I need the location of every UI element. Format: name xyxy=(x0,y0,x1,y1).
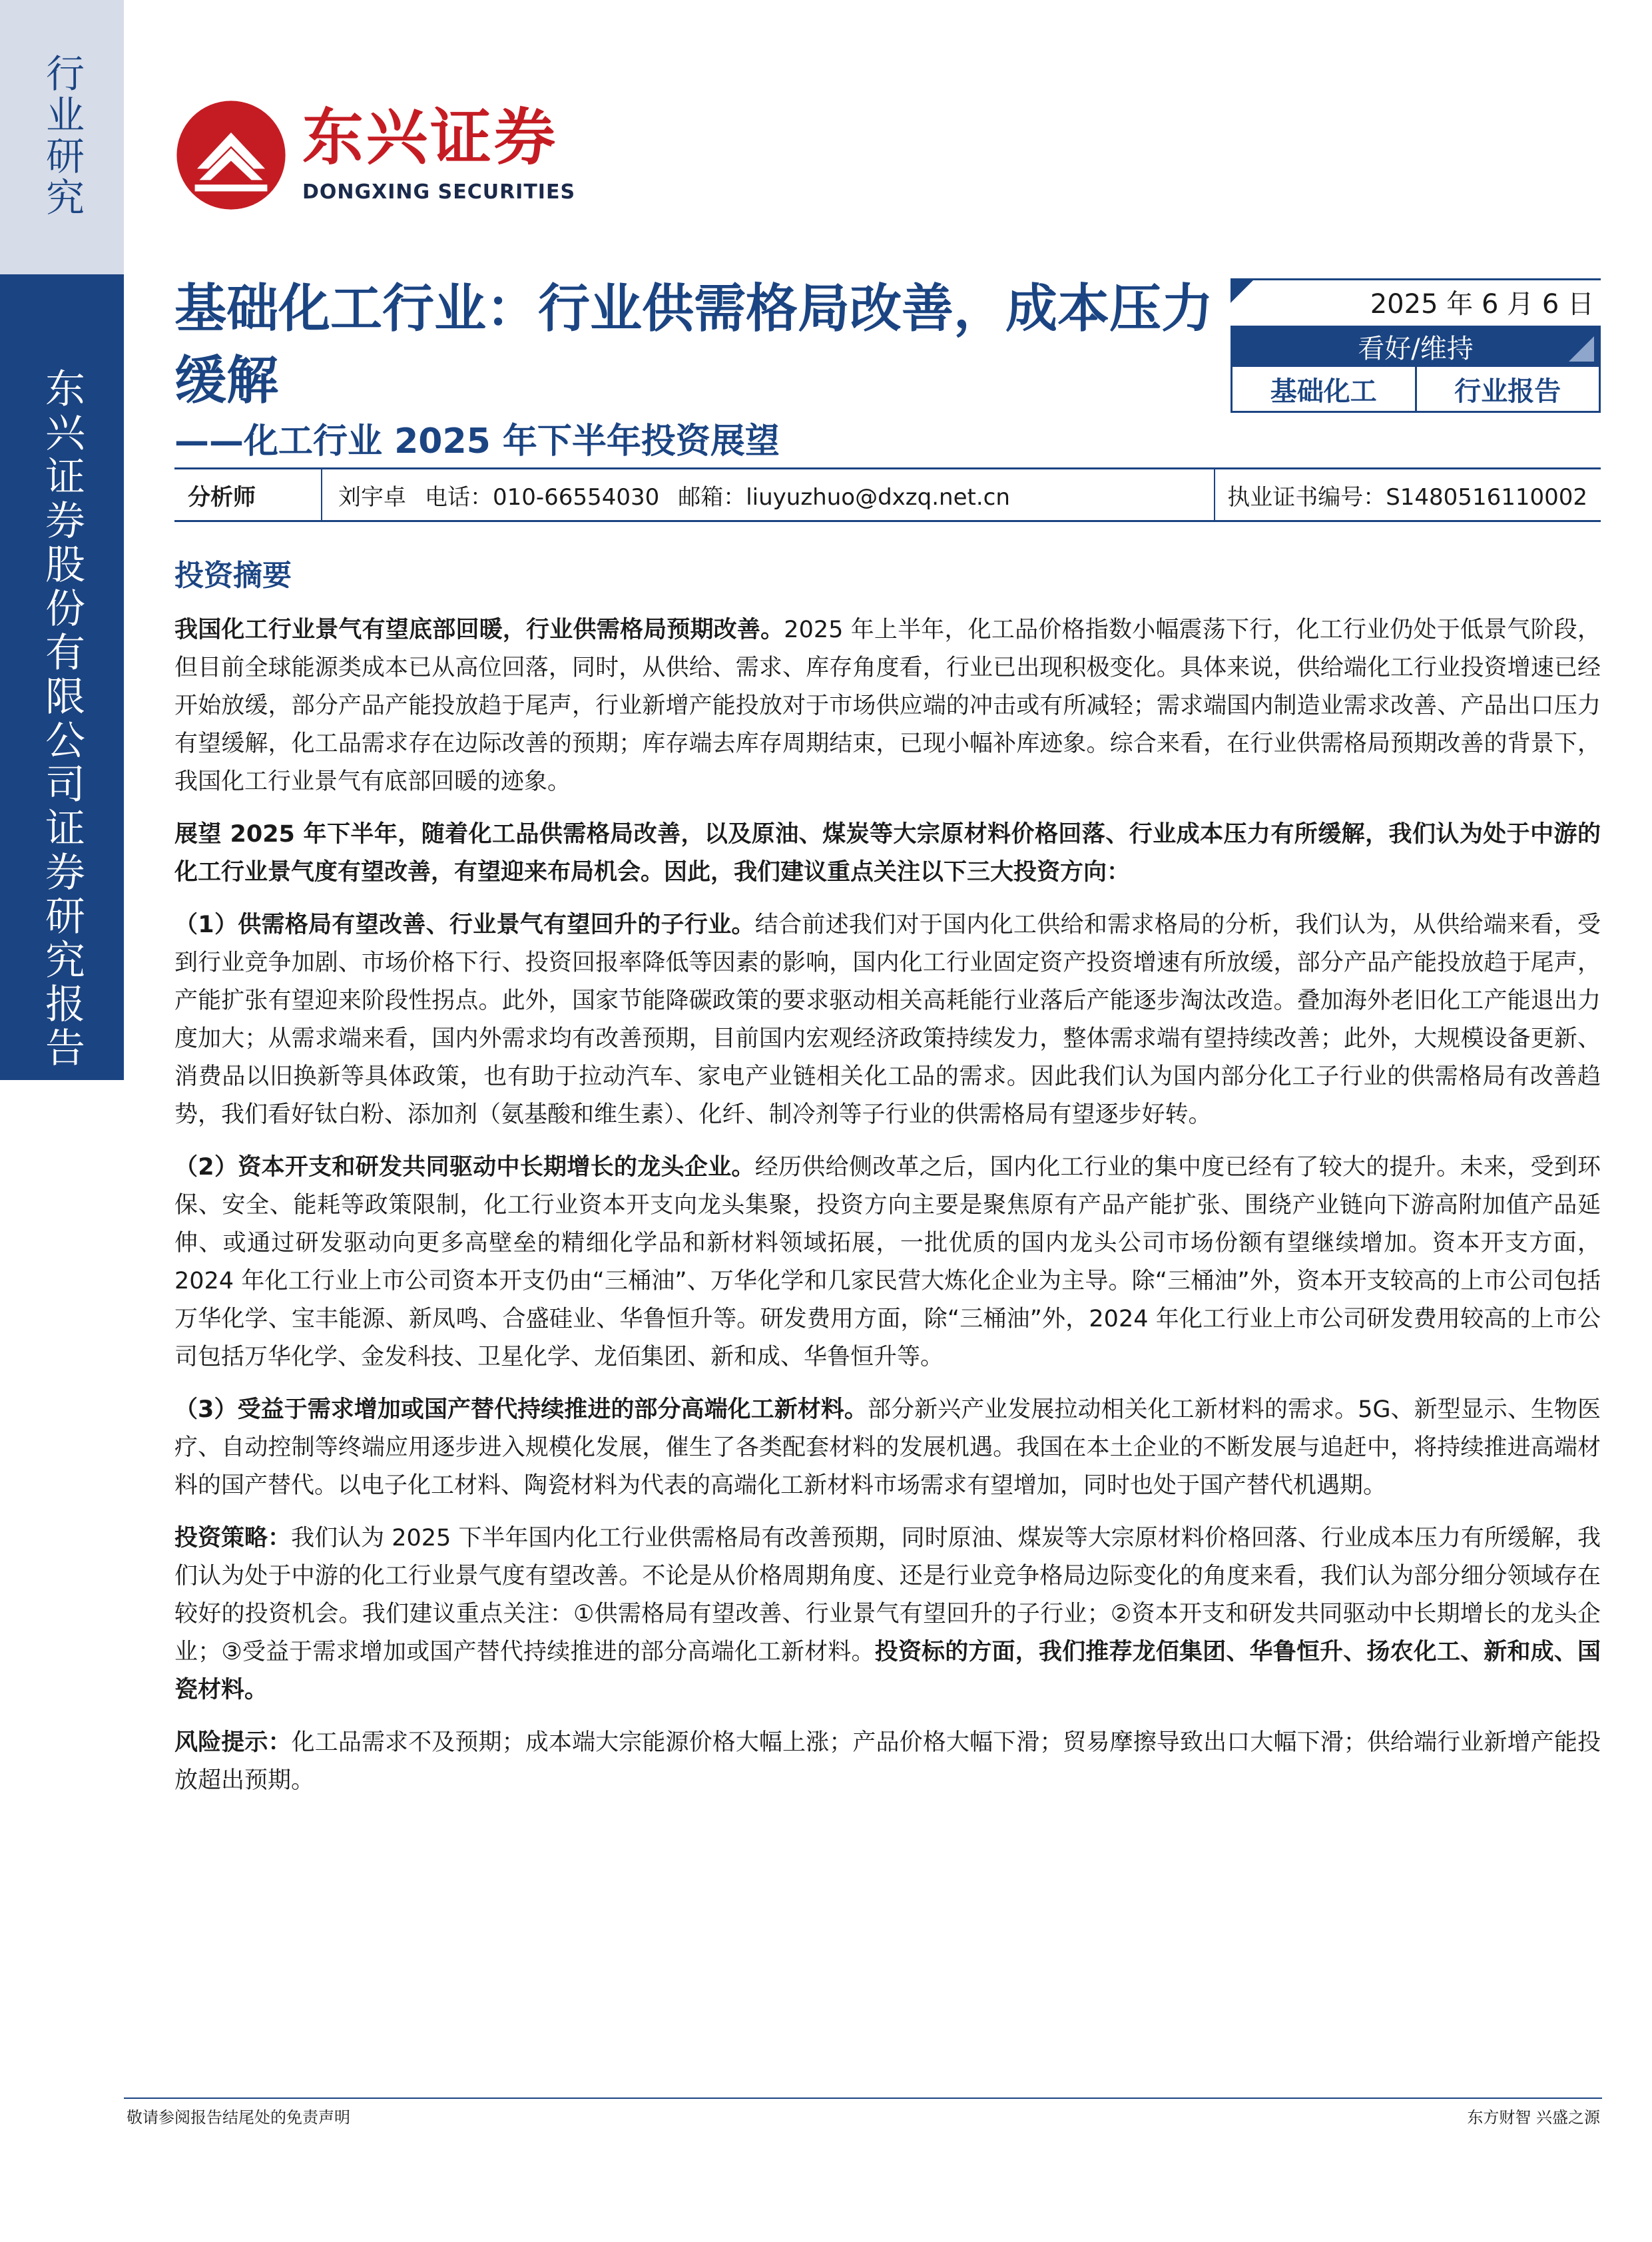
footer-slogan: 东方财智 兴盛之源 xyxy=(1467,2108,1600,2127)
paragraph: （1）供需格局有望改善、行业景气有望回升的子行业。结合前述我们对于国内化工供给和需求格局的分析，我们认为，从供给端来看，受到行业竞争加剧、市场价格下行、投资回报率降低等因素的影响，国内化工行业固定资产投资增速有所放缓，部分产品产能投放趋于尾声，产能扩张有望迎来阶段性拐点。此外，国家节能降碳政策的要求驱动相关高耗能行业落后产能逐步淘汰改造。叠加海外老旧化工产能退出力度加大；从需求端来看，国内外需求均有改善预期，目前国内宏观经济政策持续发力，整体需求端有望持续改善；此外，大规模设备更新、消费品以旧换新等具体政策，也有助于拉动汽车、家电产业链相关化工品的需求。因此我们认为国内部分化工子行业的供需格局有改善趋势，我们看好钛白粉、添加剂（氨基酸和维生素）、化纤、制冷剂等子行业的供需格局有望逐步好转。 xyxy=(174,912,1601,1128)
analyst-bar xyxy=(174,467,1601,522)
report-date-row xyxy=(1231,278,1601,323)
company-logo xyxy=(174,99,575,212)
sidebar-category xyxy=(0,0,124,274)
summary-body xyxy=(174,611,1601,1815)
sidebar-company xyxy=(0,274,124,1080)
paragraph: 投资策略：我们认为 2025 下半年国内化工行业供需格局有改善预期，同时原油、煤炭等大宗原材料价格回落、行业成本压力有所缓解，我们认为处于中游的化工行业景气度有望改善。不论是从价格周期角度、还是行业竞争格局边际变化的角度来看，我们认为部分细分领域存在较好的投资机会。我们建议重点关注：①供需格局有望改善、行业景气有望回升的子行业；②资本开支和研发共同驱动中长期增长的龙头企业；③受益于需求增加或国产替代持续推进的部分高端化工新材料。投资标的方面，我们推荐龙佰集团、华鲁恒升、扬农化工、新和成、国瓷材料。 xyxy=(174,1525,1601,1703)
footer-disclaimer: 敬请参阅报告结尾处的免责声明 xyxy=(127,2108,350,2127)
corner-triangle-icon xyxy=(1569,336,1594,362)
analyst-phone: 电话：010-66554030 xyxy=(425,483,660,511)
paragraph: 我国化工行业景气有望底部回暖，行业供需格局预期改善。2025 年上半年，化工品价格指数小幅震荡下行，化工行业仍处于低景气阶段，但目前全球能源类成本已从高位回落，同时，从供给、需求、库存角度看，行业已出现积极变化。具体来说，供给端化工行业投资增速已经开始放缓，部分产品产能投放趋于尾声，行业新增产能投放对于市场供应端的冲击或有所减轻；需求端国内制造业需求改善、产品出口压力有望缓解，化工品需求存在边际改善的预期；库存端去库存周期结束，已现小幅补库迹象。综合来看，在行业供需格局预期改善的背景下，我国化工行业景气有底部回暖的迹象。 xyxy=(174,617,1601,795)
paragraph: 展望 2025 年下半年，随着化工品供需格局改善，以及原油、煤炭等大宗原材料价格回落、行业成本压力有所缓解，我们认为处于中游的化工行业景气度有望改善，有望迎来布局机会。因此，我们建议重点关注以下三大投资方向： xyxy=(174,821,1601,886)
sidebar-company-label: 东兴证券股份有限公司证券研究报告 xyxy=(39,368,85,1071)
logo-name-cn: 东兴证券 xyxy=(302,101,559,173)
tag-report-type: 行业报告 xyxy=(1415,367,1599,411)
corner-triangle-icon xyxy=(1231,280,1253,303)
report-subtitle: ——化工行业 2025 年下半年投资展望 xyxy=(174,421,780,461)
report-tags xyxy=(1231,367,1601,413)
analyst-license: 执业证书编号：S1480516110002 xyxy=(1214,469,1601,520)
analyst-label: 分析师 xyxy=(188,483,256,511)
report-date: 2025 年 6 月 6 日 xyxy=(1370,288,1594,320)
rating-row xyxy=(1231,326,1601,367)
paragraph: 风险提示：化工品需求不及预期；成本端大宗能源价格大幅上涨；产品价格大幅下滑；贸易摩擦导致出口大幅下滑；供给端行业新增产能投放超出预期。 xyxy=(174,1729,1601,1794)
paragraph: （2）资本开支和研发共同驱动中长期增长的龙头企业。经历供给侧改革之后，国内化工行业的集中度已经有了较大的提升。未来，受到环保、安全、能耗等政策限制，化工行业资本开支向龙头集聚，投资方向主要是聚焦原有产品产能扩张、围绕产业链向下游高附加值产品延伸、或通过研发驱动向更多高壁垒的精细化学品和新材料领域拓展，一批优质的国内龙头公司市场份额有望继续增加。资本开支方面，2024 年化工行业上市公司资本开支仍由“三桶油”、万华化学和几家民营大炼化企业为主导。除“三桶油”外，资本开支较高的上市公司包括万华化学、宝丰能源、新凤鸣、合盛硅业、华鲁恒升等。研发费用方面，除“三桶油”外，2024 年化工行业上市公司研发费用较高的上市公司包括万华化学、金发科技、卫星化学、龙佰集团、新和成、华鲁恒升等。 xyxy=(174,1154,1601,1370)
analyst-name: 刘宇卓 xyxy=(338,483,406,511)
report-info-box xyxy=(1231,278,1601,413)
section-title: 投资摘要 xyxy=(174,559,292,593)
tag-industry: 基础化工 xyxy=(1270,376,1377,407)
analyst-info xyxy=(321,469,1214,520)
logo-emblem-icon xyxy=(174,99,288,212)
paragraph: （3）受益于需求增加或国产替代持续推进的部分高端化工新材料。部分新兴产业发展拉动相关化工新材料的需求。5G、新型显示、生物医疗、自动控制等终端应用逐步进入规模化发展，催生了各类配套材料的发展机遇。我国在本土企业的不断发展与追赶中，将持续推进高端材料的国产替代。以电子化工材料、陶瓷材料为代表的高端化工新材料市场需求有望增加，同时也处于国产替代机遇期。 xyxy=(174,1396,1601,1499)
logo-name-en: DONGXING SECURITIES xyxy=(302,180,576,204)
report-title: 基础化工行业：行业供需格局改善，成本压力缓解 xyxy=(174,279,1214,411)
sidebar-category-label: 行业研究 xyxy=(39,53,85,218)
rating-label: 看好/维持 xyxy=(1358,333,1474,364)
footer-divider xyxy=(124,2098,1602,2099)
analyst-email: 邮箱：liuyuzhuo@dxzq.net.cn xyxy=(678,483,1010,511)
